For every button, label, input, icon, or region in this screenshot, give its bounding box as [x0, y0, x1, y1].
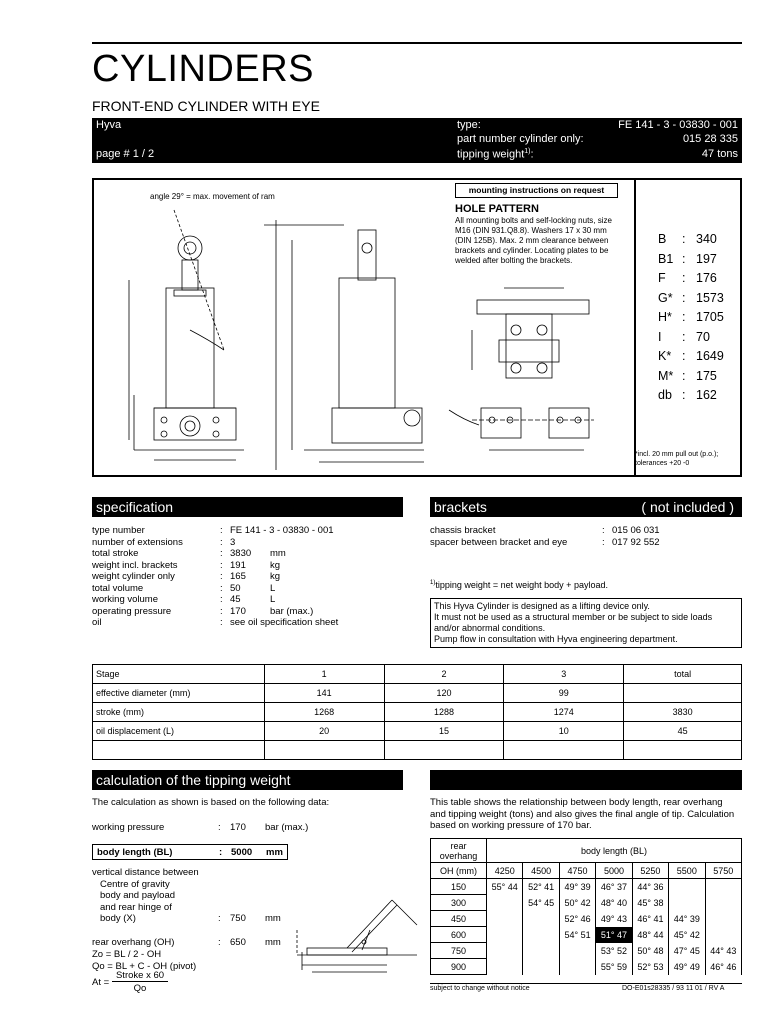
stage-table	[92, 664, 742, 760]
vertical-distance-label	[92, 867, 199, 925]
stage-row	[93, 722, 742, 741]
stage-cell: 15	[384, 722, 504, 741]
spec-colon: :	[220, 582, 223, 594]
tip-weight-note: $^{1)}$tipping weight = net weight body + payload.	[430, 580, 608, 590]
stage-cell: 1268	[264, 703, 384, 722]
tip-cell: 44° 43	[705, 943, 741, 959]
tip-cell	[705, 911, 741, 927]
warning-box	[430, 598, 742, 648]
colon: :	[219, 847, 223, 858]
dimension-key: G*	[658, 290, 673, 305]
part-value: 015 28 335	[682, 133, 738, 145]
spec-value: FE 141 - 3 - 03830 - 001	[230, 525, 334, 536]
tip-cell	[487, 927, 523, 943]
spec-label: type number	[92, 525, 145, 536]
tip-cell: 50° 48	[632, 943, 668, 959]
dimension-key: B1	[658, 251, 674, 266]
dimension-row	[658, 328, 724, 348]
spec-row	[92, 571, 338, 583]
brackets-title: brackets	[434, 499, 487, 515]
page-title: CYLINDERS	[92, 48, 314, 90]
tip-row	[431, 959, 742, 975]
dimension-value: 197	[696, 251, 717, 266]
rear-overhang-unit: mm	[265, 937, 281, 948]
dimension-key: M*	[658, 368, 674, 383]
mounting-instructions-box: mounting instructions on request	[455, 183, 618, 198]
dimension-value: 70	[696, 329, 710, 344]
tip-cell: 48° 40	[596, 895, 632, 911]
colon: :	[218, 822, 221, 833]
stage-cell: 2	[384, 665, 504, 684]
body-length-column: 4250	[487, 863, 523, 879]
oh-mm-header: OH (mm)	[431, 863, 487, 879]
body-length-column: 5000	[596, 863, 632, 879]
stage-cell: 20	[264, 722, 384, 741]
footer-left: subject to change without notice	[430, 985, 530, 992]
rear-overhang-value: 650	[230, 937, 246, 948]
body-length-box	[92, 844, 288, 860]
working-pressure-unit: bar (max.)	[265, 822, 309, 833]
tip-cell	[487, 943, 523, 959]
dimension-row	[658, 386, 724, 406]
spec-label: total stroke	[92, 548, 139, 559]
tip-cell: 47° 45	[669, 943, 705, 959]
tip-cell: 45° 38	[632, 895, 668, 911]
spec-value: 3830	[230, 548, 252, 559]
tip-columns-row	[431, 863, 742, 879]
tip-cell: 52° 46	[559, 911, 595, 927]
tip-cell	[523, 927, 559, 943]
stage-cell	[504, 741, 624, 760]
tip-cell	[705, 927, 741, 943]
specification-heading: specification	[92, 497, 403, 517]
dimension-value: 176	[696, 271, 717, 285]
overhang-value: 600	[431, 927, 487, 943]
body-length-header: body length (BL)	[487, 839, 742, 863]
technical-drawing-frame	[92, 178, 742, 477]
stage-cell: 1288	[384, 703, 504, 722]
stage-header-row	[93, 665, 742, 684]
rear-overhang-label: rear overhang (OH)	[92, 937, 175, 948]
vd-line: Centre of gravity	[100, 878, 170, 890]
spec-value: 45	[230, 594, 241, 605]
tip-cell: 50° 42	[559, 895, 595, 911]
colon: :	[218, 937, 221, 948]
tip-cell: 49° 49	[669, 959, 705, 975]
stage-row	[93, 703, 742, 722]
dimension-colon: :	[682, 251, 686, 266]
tip-cell	[523, 943, 559, 959]
overhang-value: 900	[431, 959, 487, 975]
vd-line: vertical distance between	[92, 867, 199, 878]
dimension-key: B	[658, 232, 667, 246]
spec-row	[92, 594, 338, 606]
stage-cell: total	[624, 665, 742, 684]
tip-cell: 55° 44	[487, 879, 523, 895]
dimension-colon: :	[682, 349, 686, 363]
spec-value: see oil specification sheet	[230, 617, 339, 628]
stage-cell: stroke (mm)	[93, 703, 265, 722]
dimension-row	[658, 347, 724, 367]
spec-unit: kg	[270, 559, 281, 571]
stage-cell: 1	[264, 665, 384, 684]
spec-row	[92, 606, 338, 618]
tip-cell: 44° 39	[669, 911, 705, 927]
stage-cell: 3	[504, 665, 624, 684]
zo-formula: Zo = BL / 2 - OH	[92, 949, 162, 960]
tipping-diagram	[292, 880, 424, 980]
dimension-key: db	[658, 388, 672, 402]
calculation-heading: calculation of the tipping weight	[92, 770, 403, 790]
dimension-row	[658, 308, 724, 328]
at-formula-lhs: At =	[92, 977, 110, 988]
working-pressure-value: 170	[230, 822, 246, 833]
spec-label: weight incl. brackets	[92, 559, 178, 571]
spec-value: 191	[230, 559, 246, 571]
spec-colon: :	[220, 605, 223, 617]
spec-unit: L	[270, 594, 276, 605]
spec-colon: :	[220, 571, 223, 582]
spec-row	[92, 617, 338, 629]
stage-cell: 120	[384, 684, 504, 703]
warning-line: It must not be used as a structural member or be subject to side loads and/or abnormal conditions.	[434, 612, 713, 633]
spec-colon: :	[220, 559, 223, 571]
vd-line: body and payload	[100, 890, 176, 901]
spec-colon: :	[220, 548, 223, 559]
part-label: part number cylinder only:	[457, 133, 584, 145]
tip-cell: 45° 42	[669, 927, 705, 943]
body-length-value: 5000	[231, 847, 253, 858]
body-length-unit: mm	[266, 847, 283, 858]
tip-cell	[705, 879, 741, 895]
body-length-column: 5750	[705, 863, 741, 879]
tip-cell	[487, 959, 523, 975]
stage-cell: 3830	[624, 703, 742, 722]
dimension-row	[658, 230, 724, 250]
dimension-key: K*	[658, 349, 672, 363]
spec-colon: :	[220, 536, 223, 548]
specification-list	[92, 525, 338, 629]
bracket-colon: :	[602, 525, 605, 536]
dimension-colon: :	[682, 388, 686, 402]
colon: :	[218, 913, 221, 924]
tip-cell	[487, 911, 523, 927]
stage-cell	[264, 741, 384, 760]
tip-cell	[523, 959, 559, 975]
dimension-value: 340	[696, 232, 717, 246]
tip-cell: 48° 44	[632, 927, 668, 943]
tip-cell	[669, 895, 705, 911]
stage-cell: 99	[504, 684, 624, 703]
stage-row	[93, 684, 742, 703]
bracket-colon: :	[602, 536, 605, 548]
dimension-row	[658, 250, 724, 270]
tolerance-note: *incl. 20 mm pull out (p.o.); tolerances +20 -0	[635, 451, 719, 467]
spec-unit: kg	[270, 571, 281, 582]
dimension-colon: :	[682, 329, 686, 344]
brackets-heading	[430, 497, 742, 517]
dimension-value: 1705	[696, 310, 724, 324]
spec-colon: :	[220, 594, 223, 605]
stage-cell	[93, 741, 265, 760]
stage-cell: oil displacement (L)	[93, 722, 265, 741]
tip-cell: 46° 37	[596, 879, 632, 895]
stage-cell: 141	[264, 684, 384, 703]
bracket-row	[430, 525, 660, 537]
body-length-column: 4750	[559, 863, 595, 879]
x-value: 750	[230, 913, 246, 924]
dimension-value: 1573	[696, 290, 724, 305]
body-length-column: 5500	[669, 863, 705, 879]
type-value: FE 141 - 3 - 03830 - 001	[618, 119, 738, 131]
dimension-key: H*	[658, 310, 672, 324]
drawing-divider	[634, 180, 636, 475]
stage-cell	[384, 741, 504, 760]
tip-weight-label: tipping weight$^{1)}$:	[457, 148, 534, 161]
tip-cell	[523, 911, 559, 927]
spec-colon: :	[220, 617, 223, 628]
spec-row	[92, 560, 338, 572]
tip-row	[431, 895, 742, 911]
header-bar	[92, 118, 742, 163]
dimension-value: 175	[696, 368, 717, 383]
spec-value: 50	[230, 582, 241, 594]
page-number: page # 1 / 2	[96, 148, 155, 160]
spec-value: 3	[230, 536, 236, 548]
at-formula-numerator: Stroke x 60	[112, 970, 168, 982]
stage-row	[93, 741, 742, 760]
tip-cell: 54° 45	[523, 895, 559, 911]
brackets-list	[430, 525, 660, 548]
dimension-row	[658, 367, 724, 387]
stage-cell: Stage	[93, 665, 265, 684]
spec-value: 170	[230, 605, 246, 617]
stage-cell	[624, 684, 742, 703]
tip-cell: 49° 43	[596, 911, 632, 927]
top-rule	[92, 42, 742, 44]
at-formula-denominator: Qo	[133, 983, 147, 994]
dimension-row	[658, 269, 724, 289]
calculation-intro: The calculation as shown is based on the following data:	[92, 797, 330, 808]
tip-cell	[559, 959, 595, 975]
tip-table-description: This table shows the relationship between body length, rear overhang and tipping weight (tons) and also gives the final angle of tip. Calculation based on working pressure of 170 bar.	[430, 797, 735, 831]
warning-line: Pump flow in consultation with Hyva engineering department.	[434, 634, 678, 644]
body-length-column: 5250	[632, 863, 668, 879]
tip-cell: 46° 46	[705, 959, 741, 975]
spec-unit: mm	[270, 548, 286, 559]
tip-cell: 52° 53	[632, 959, 668, 975]
tip-cell: 49° 39	[559, 879, 595, 895]
dimension-value: 1649	[696, 349, 724, 363]
tip-cell: 44° 36	[632, 879, 668, 895]
stage-cell: 1274	[504, 703, 624, 722]
hole-pattern-text: All mounting bolts and self-locking nuts, size M16 (DIN 931.Q8.8). Washers 17 x 30 mm (DIN 125B). Max. 2 mm clearance between brackets and cylinder. Locating plates to be welded after bolting the brackets.	[455, 216, 612, 265]
tipping-table	[430, 838, 742, 975]
tip-table-heading-bar	[430, 770, 742, 790]
overhang-value: 750	[431, 943, 487, 959]
spec-row	[92, 583, 338, 595]
footer-rule	[430, 983, 742, 984]
tip-row	[431, 927, 742, 943]
body-length-label: body length (BL)	[97, 847, 173, 858]
tip-cell: 52° 41	[523, 879, 559, 895]
dimension-value: 162	[696, 388, 717, 402]
bracket-label: chassis bracket	[430, 525, 496, 536]
tip-cell	[669, 879, 705, 895]
stage-cell: 45	[624, 722, 742, 741]
dimension-colon: :	[682, 232, 686, 246]
bracket-part-number: 015 06 031	[612, 525, 660, 536]
dimension-list	[658, 230, 724, 406]
footer-right: DO-E01s28335 / 93 11 01 / RV A	[622, 985, 725, 992]
tip-cell: 54° 51	[559, 927, 595, 943]
hole-pattern-heading: HOLE PATTERN	[455, 203, 539, 215]
spec-label: number of extensions	[92, 536, 183, 548]
dimension-key: F	[658, 271, 666, 285]
x-unit: mm	[265, 913, 281, 924]
tip-cell	[559, 943, 595, 959]
tip-row	[431, 879, 742, 895]
tip-cell: 53° 52	[596, 943, 632, 959]
spec-label: weight cylinder only	[92, 571, 175, 582]
tip-header-row	[431, 839, 742, 863]
spec-row	[92, 548, 338, 560]
tip-cell: 51° 47	[596, 927, 632, 943]
tip-cell: 55° 59	[596, 959, 632, 975]
type-label: type:	[457, 119, 481, 131]
overhang-value: 150	[431, 879, 487, 895]
spec-colon: :	[220, 525, 223, 536]
brackets-not-included: ( not included )	[641, 499, 734, 515]
dimension-colon: :	[682, 271, 686, 285]
bracket-row	[430, 537, 660, 549]
rear-overhang-header: rear overhang	[431, 839, 487, 863]
warning-line: This Hyva Cylinder is designed as a lifting device only.	[434, 601, 650, 611]
brand-label: Hyva	[96, 119, 122, 131]
spec-row	[92, 525, 338, 537]
spec-unit: bar (max.)	[270, 605, 314, 617]
tip-cell: 46° 41	[632, 911, 668, 927]
angle-note: angle 29° = max. movement of ram	[150, 192, 275, 201]
overhang-value: 450	[431, 911, 487, 927]
tip-cell	[705, 895, 741, 911]
spec-label: oil	[92, 617, 102, 628]
overhang-value: 300	[431, 895, 487, 911]
spec-label: total volume	[92, 582, 144, 594]
stage-cell: 10	[504, 722, 624, 741]
dimension-colon: :	[682, 310, 686, 324]
vd-line: and rear hinge of	[100, 901, 172, 913]
stage-cell	[624, 741, 742, 760]
spec-value: 165	[230, 571, 246, 582]
vd-line: body (X)	[100, 913, 136, 924]
spec-label: working volume	[92, 594, 158, 605]
tip-row	[431, 911, 742, 927]
working-pressure-label: working pressure	[92, 822, 165, 833]
body-length-column: 4500	[523, 863, 559, 879]
bracket-part-number: 017 92 552	[612, 536, 660, 548]
tip-row	[431, 943, 742, 959]
dimension-key: I	[658, 329, 662, 344]
spec-unit: L	[270, 582, 276, 594]
page-subtitle: FRONT-END CYLINDER WITH EYE	[92, 98, 320, 114]
dimension-colon: :	[682, 368, 686, 383]
stage-cell: effective diameter (mm)	[93, 684, 265, 703]
tip-cell	[487, 895, 523, 911]
qo-formula: Qo = BL + C - OH (pivot)	[92, 961, 197, 972]
tip-weight-value: 47 tons	[701, 148, 738, 160]
spec-label: operating pressure	[92, 605, 172, 617]
spec-row	[92, 537, 338, 549]
bracket-label: spacer between bracket and eye	[430, 536, 568, 548]
dimension-colon: :	[682, 290, 686, 305]
dimension-row	[658, 289, 724, 309]
